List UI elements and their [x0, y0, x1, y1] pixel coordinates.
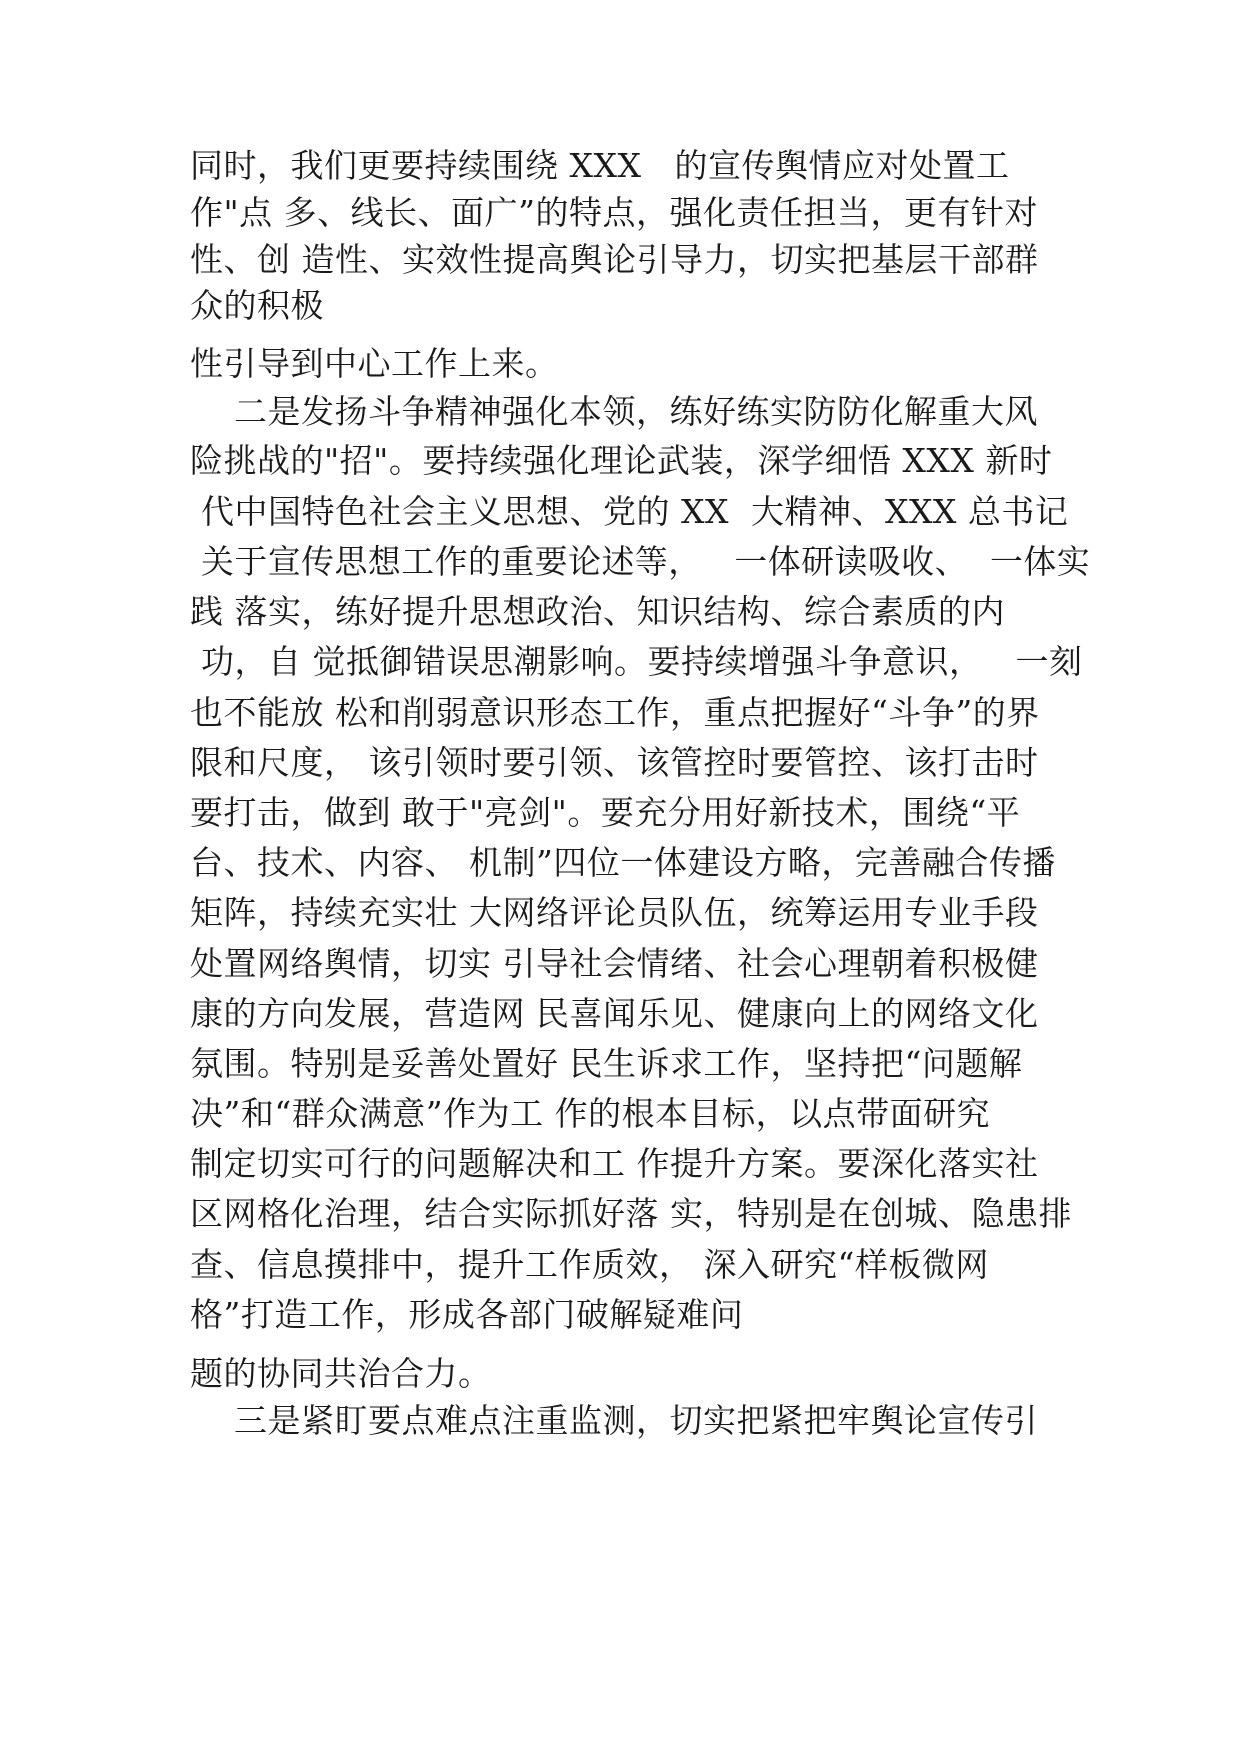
text-line-4: 众的积极: [190, 286, 324, 325]
text-line-2: 作"点 多、线长、面广”的特点，强化责任担当，更有针对: [190, 193, 1039, 232]
paragraph-3-line-1: 三是紧盯要点难点注重监测，切实把紧把牢舆论宣传引: [190, 1401, 1038, 1440]
paragraph-2-line-17: 区网格化治理，结合实际抓好落 实，特别是在创城、隐患排: [190, 1194, 1072, 1233]
paragraph-2-line-8: 限和尺度， 该引领时要引领、该管控时要管控、该打击时: [190, 743, 1039, 782]
paragraph-2-line-7: 也不能放 松和削弱意识形态工作，重点把握好“斗争”的界: [190, 693, 1040, 732]
paragraph-2-line-5: 践 落实，练好提升思想政治、知识结构、综合素质的内: [190, 592, 1005, 631]
paragraph-2-line-1: 二是发扬斗争精神强化本领，练好练实防防化解重大风: [190, 392, 1038, 431]
text-line-5: 性引导到中心工作上来。: [190, 344, 559, 383]
paragraph-2-line-13: 康的方向发展，营造网 民喜闻乐见、健康向上的网络文化: [190, 994, 1039, 1033]
paragraph-2-line-18: 查、信息摸排中，提升工作质效， 深入研究“样板微网: [190, 1245, 989, 1284]
paragraph-2-line-12: 处置网络舆情，切实 引导社会情绪、社会心理朝着积极健: [190, 944, 1039, 983]
paragraph-2-line-14: 氛围。特别是妥善处置好 民生诉求工作，坚持把“问题解: [190, 1044, 1023, 1083]
paragraph-2-line-2: 险挑战的"招"。要持续强化理论武装，深学细悟 XXX 新时: [190, 441, 1053, 480]
paragraph-2-line-19: 格”打造工作，形成各部门破解疑难问: [190, 1295, 744, 1334]
paragraph-2-line-6: 功，自 觉抵御错误思潮影响。要持续增强斗争意识， 一刻: [190, 642, 1083, 681]
paragraph-2-line-11: 矩阵，持续充实壮 大网络评论员队伍，统筹运用专业手段: [190, 893, 1039, 932]
text-line-1: 同时，我们更要持续围绕 XXX 的宣传舆情应对处置工: [190, 146, 1010, 185]
paragraph-2-line-10: 台、技术、内容、 机制”四位一体建设方略，完善融合传播: [190, 843, 1056, 882]
paragraph-2-line-3: 代中国特色社会主义思想、党的 XX 大精神、XXX 总书记: [190, 492, 1069, 531]
paragraph-2-line-16: 制定切实可行的问题解决和工 作提升方案。要深化落实社: [190, 1144, 1039, 1183]
paragraph-2-line-20: 题的协同共治合力。: [190, 1354, 492, 1393]
paragraph-2-line-15: 决”和“群众满意”作为工 作的根本目标，以点带面研究: [190, 1094, 991, 1133]
paragraph-2-line-4: 关于宣传思想工作的重要论述等， 一体研读吸收、 一体实: [190, 542, 1091, 581]
paragraph-2-line-9: 要打击，做到 敢于"亮剑"。要充分用好新技术，围绕“平: [190, 793, 1021, 832]
text-line-3: 性、创 造性、实效性提高舆论引导力，切实把基层干部群: [190, 240, 1039, 279]
